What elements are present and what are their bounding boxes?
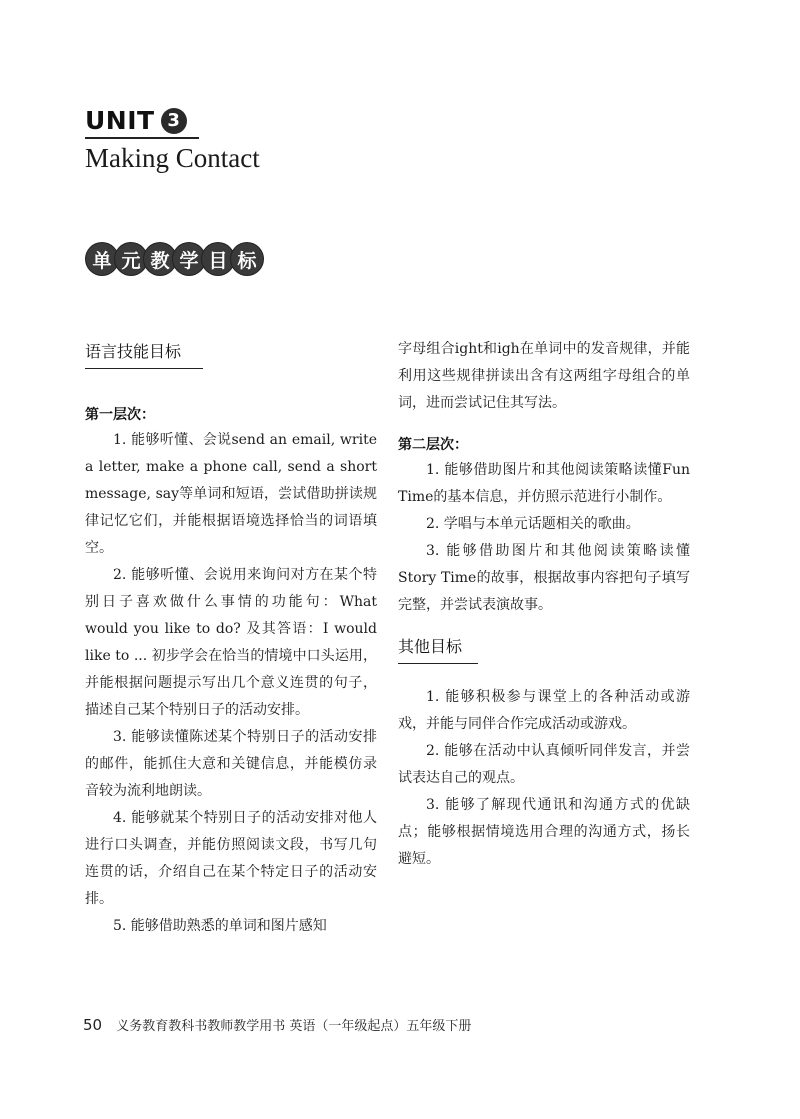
goal-item: 2. 能够在活动中认真倾听同伴发言，并尝试表达自己的观点。	[398, 743, 690, 786]
goal-item: 3. 能够读懂陈述某个特别日子的活动安排的邮件，能抓住大意和关键信息，并能模仿录音较为流利地朗读。	[85, 729, 377, 799]
goal-item: 1. 能够听懂、会说send an email, write a letter, make a phone call, send a short message, say等单词和短语，尝试借助拼读规律记忆它们，并能根据语境选择恰当的词语填空。	[85, 432, 377, 556]
unit-number-badge: 3	[161, 108, 187, 134]
badge-char: 标	[231, 243, 263, 275]
unit-title: Making Contact	[85, 143, 260, 173]
goal-item: 1. 能够借助图片和其他阅读策略读懂Fun Time的基本信息，并仿照示范进行小制作。	[398, 462, 690, 505]
goal-item: 3. 能够借助图片和其他阅读策略读懂Story Time的故事，根据故事内容把句子填写完整，并尝试表演故事。	[398, 543, 690, 613]
book-title: 义务教育教科书教师教学用书 英语（一年级起点）五年级下册	[116, 1019, 472, 1034]
objectives-badge	[86, 243, 260, 275]
goal-item: 1. 能够积极参与课堂上的各种活动或游戏，并能与同伴合作完成活动或游戏。	[398, 689, 690, 732]
goal-item: 4. 能够就某个特别日子的活动安排对他人进行口头调查，并能仿照阅读文段，书写几句连贯的话，介绍自己在某个特定日子的活动安排。	[85, 810, 377, 907]
level-one-title: 第一层次：	[85, 407, 155, 423]
right-column	[398, 340, 690, 873]
unit-label	[85, 106, 199, 139]
goal-item: 2. 能够听懂、会说用来询问对方在某个特别日子喜欢做什么事情的功能句：What would you like to do? 及其答语：I would like to ... 初步学会在恰当的情境中口头运用，并能根据问题提示写出几个意义连贯的句子，描述自己某个特别日子的活动安排。	[85, 567, 377, 718]
badge-char: 元	[115, 243, 147, 275]
badge-char: 学	[173, 243, 205, 275]
goal-item: 3. 能够了解现代通讯和沟通方式的优缺点；能够根据情境选用合理的沟通方式，扬长避短。	[398, 797, 690, 867]
level-two-title: 第二层次：	[398, 437, 468, 453]
goal-item-continuation: 字母组合ight和igh在单词中的发音规律，并能利用这些规律拼读出含有这两组字母组合的单词，进而尝试记住其写法。	[398, 341, 690, 411]
badge-char: 目	[202, 243, 234, 275]
page-footer	[83, 1015, 471, 1034]
goal-item: 5. 能够借助熟悉的单词和图片感知	[113, 918, 327, 934]
goal-item: 2. 学唱与本单元话题相关的歌曲。	[426, 516, 640, 532]
section-title-language-goals: 语言技能目标	[85, 340, 203, 369]
left-column	[85, 340, 377, 940]
unit-header	[85, 106, 260, 174]
page-number: 50	[83, 1016, 103, 1034]
section-title-other-goals: 其他目标	[398, 635, 478, 664]
badge-char: 单	[86, 243, 118, 275]
badge-char: 教	[144, 243, 176, 275]
unit-word: UNIT	[85, 106, 155, 135]
